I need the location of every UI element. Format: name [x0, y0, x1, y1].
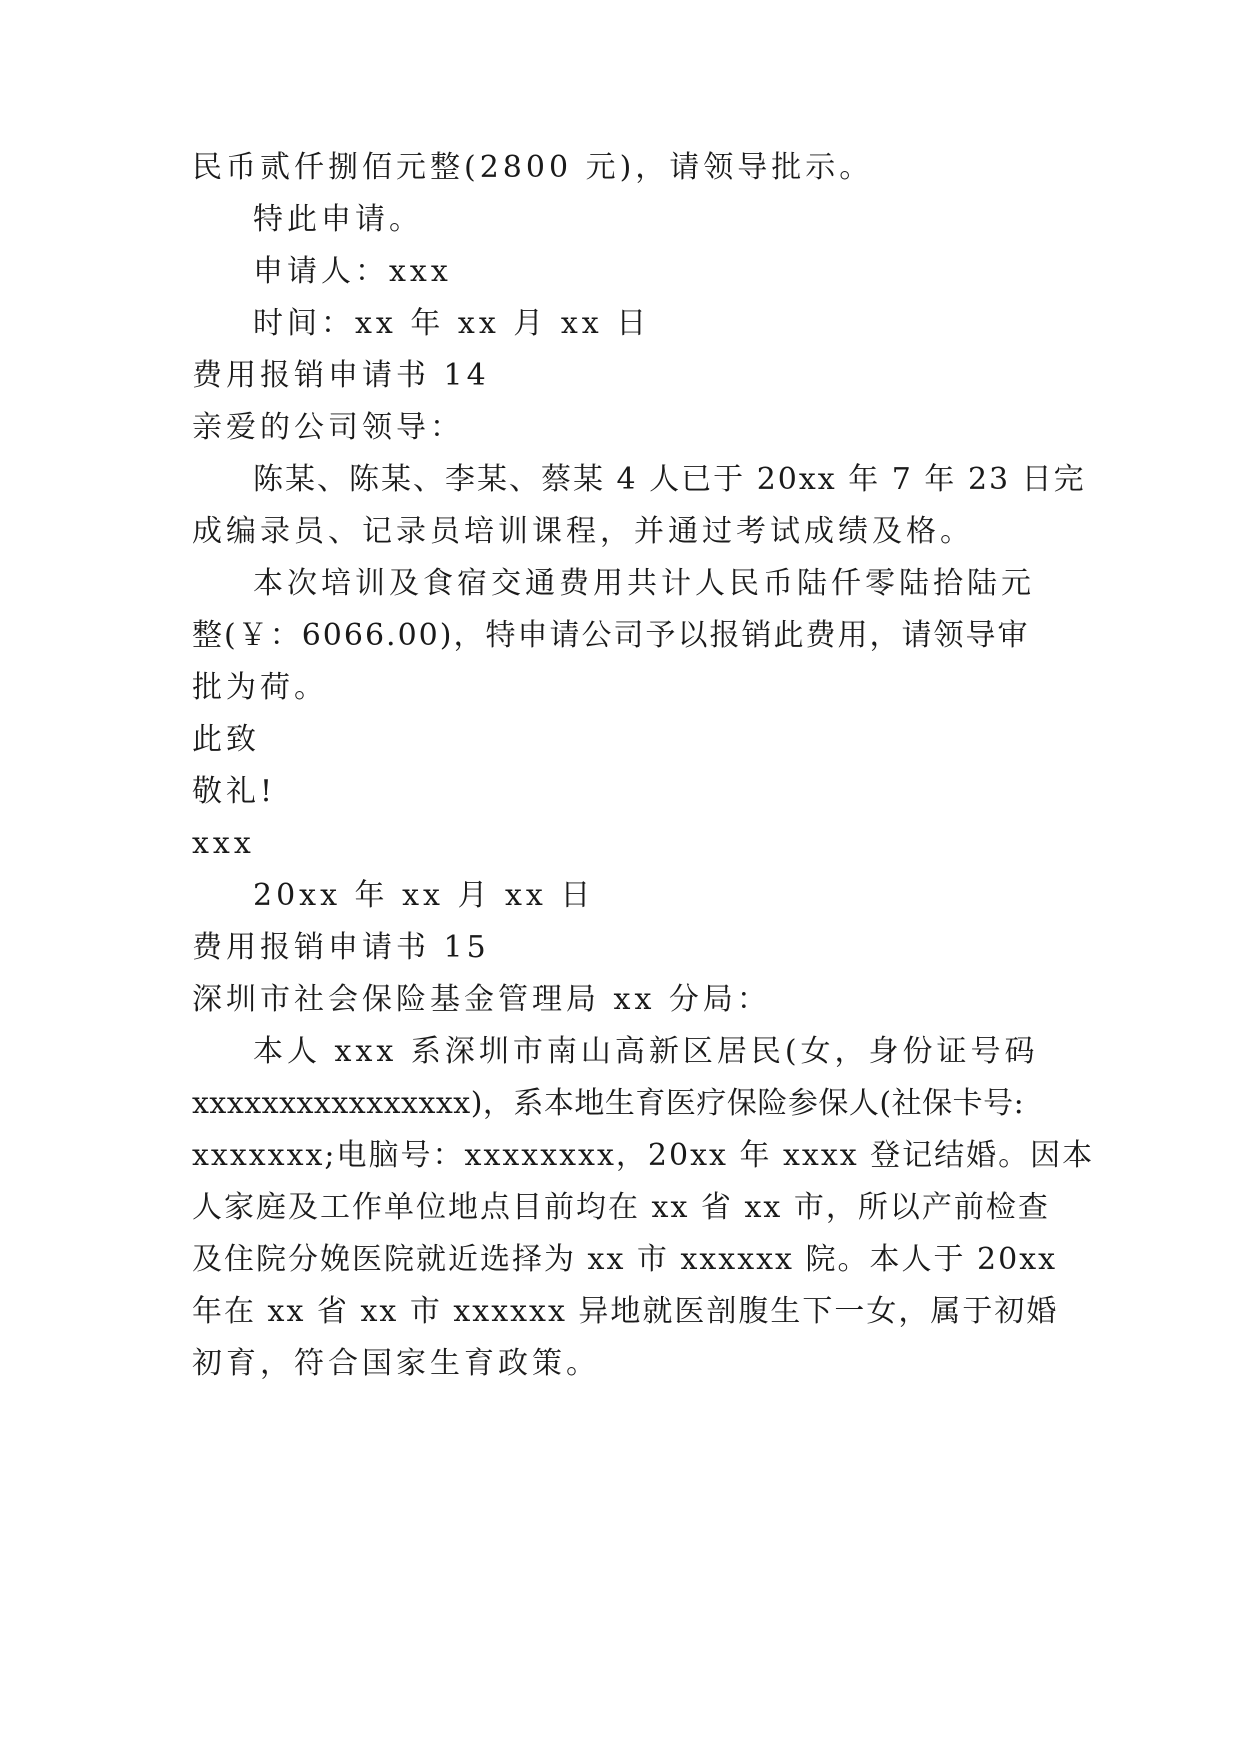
section-title-15: 费用报销申请书 15 — [192, 930, 490, 965]
body-text-line: 成编录员、记录员培训课程，并通过考试成绩及格。 — [192, 514, 974, 549]
body-text-line: 本次培训及食宿交通费用共计人民币陆仟零陆拾陆元 — [253, 566, 1035, 601]
body-text-line: 民币贰仟捌佰元整(2800 元)，请领导批示。 — [192, 150, 874, 185]
body-text-line: 人家庭及工作单位地点目前均在 xx 省 xx 市，所以产前检查 — [192, 1190, 1050, 1225]
body-text-line: 及住院分娩医院就近选择为 xx 市 xxxxxx 院。本人于 20xx — [192, 1242, 1058, 1277]
closing-request-line: 特此申请。 — [253, 202, 423, 237]
body-text-line: 初育，符合国家生育政策。 — [192, 1346, 600, 1381]
date-line: 时间：xx 年 xx 月 xx 日 — [253, 306, 651, 341]
salutation-line: 深圳市社会保险基金管理局 xx 分局： — [192, 982, 771, 1017]
closing-line: 敬礼! — [192, 774, 277, 809]
body-text-line: 本人 xxx 系深圳市南山高新区居民(女，身份证号码 — [253, 1034, 1039, 1069]
body-text-line: 陈某、陈某、李某、蔡某 4 人已于 20xx 年 7 年 23 日完 — [253, 462, 1086, 497]
body-text-line: 整(￥：6066.00)，特申请公司予以报销此费用，请领导审 — [192, 618, 1030, 653]
section-title-14: 费用报销申请书 14 — [192, 358, 490, 393]
body-text-line: xxxxxxx;电脑号：xxxxxxxx，20xx 年 xxxx 登记结婚。因本 — [192, 1138, 1095, 1173]
applicant-line: 申请人：xxx — [253, 254, 452, 289]
date-line: 20xx 年 xx 月 xx 日 — [253, 878, 595, 913]
body-text-line: xxxxxxxxxxxxxxxx)，系本地生育医疗保险参保人(社保卡号: — [192, 1086, 1025, 1121]
body-text-line: 批为荷。 — [192, 670, 328, 705]
signature-line: xxx — [192, 826, 255, 861]
salutation-line: 亲爱的公司领导： — [192, 410, 464, 445]
body-text-line: 年在 xx 省 xx 市 xxxxxx 异地就医剖腹生下一女，属于初婚 — [192, 1294, 1059, 1329]
closing-line: 此致 — [192, 722, 260, 757]
